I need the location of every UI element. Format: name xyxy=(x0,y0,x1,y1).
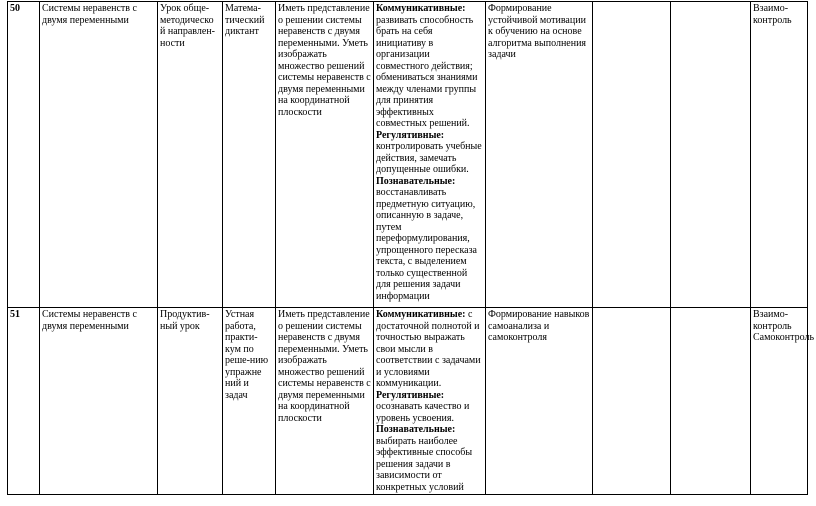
control-form: Взаимо-контроль xyxy=(751,2,808,308)
table-row xyxy=(8,2,808,308)
empty-cell xyxy=(671,308,751,495)
personal-results: Формирование навыков самоанализа и самоконтроля xyxy=(486,308,593,495)
lesson-number: 50 xyxy=(8,2,40,308)
uud-text: с достаточной полнотой и точностью выражать свои мысли в соответствии с задачами и условиями коммуникации. xyxy=(376,309,481,389)
uud-heading: Регулятивные: xyxy=(376,129,445,141)
lesson-number: 51 xyxy=(8,308,40,495)
uud-text: выбирать наиболее эффективные способы решения задачи в зависимости от конкретных условий xyxy=(376,435,473,493)
uud-communicative xyxy=(376,309,483,390)
lesson-type: Продуктив-ный урок xyxy=(158,308,223,495)
empty-cell xyxy=(593,2,671,308)
uud-heading: Коммуникативные: xyxy=(376,3,466,14)
uud-regulatory xyxy=(376,130,483,176)
lesson-form: Матема-тический диктант xyxy=(223,2,276,308)
lesson-goals: Иметь представление о решении системы неравенств с двумя переменными. Уметь изображать множество решений системы неравенств с двумя переменными на координатной плоскости xyxy=(276,2,374,308)
uud-cognitive xyxy=(376,424,483,493)
lesson-form: Устная работа, практи-кум по реше-нию упражне ний и задач xyxy=(223,308,276,495)
empty-cell xyxy=(593,308,671,495)
uud-heading: Познавательные: xyxy=(376,175,456,187)
uud-heading: Познавательные: xyxy=(376,424,456,435)
uud-cognitive xyxy=(376,176,483,303)
uud-text: осознавать качество и уровень усвоения. xyxy=(376,401,470,424)
uud-heading: Регулятивные: xyxy=(376,389,445,401)
table-row xyxy=(8,308,808,495)
lesson-topic: Системы неравенств с двумя переменными xyxy=(40,308,158,495)
lesson-goals: Иметь представление о решении системы неравенств с двумя переменными. Уметь изображать множество решений системы неравенств с двумя переменными на координатной плоскости xyxy=(276,308,374,495)
empty-cell xyxy=(671,2,751,308)
uud-text: восстанавливать предметную ситуацию, описанную в задаче, путем переформулирования, упрощенного пересказа текста, с выделением только существенной для решения задачи информации xyxy=(376,187,477,302)
personal-results: Формирование устойчивой мотивации к обучению на основе алгоритма выполнения задачи xyxy=(486,2,593,308)
uud-text: контролировать учебные действия, замечать допущенные ошибки. xyxy=(376,141,482,175)
uud-regulatory xyxy=(376,390,483,425)
lesson-plan-table xyxy=(7,1,815,495)
lesson-topic: Системы неравенств с двумя переменными xyxy=(40,2,158,308)
uud-communicative xyxy=(376,3,483,130)
uud-cell xyxy=(374,308,486,495)
uud-heading: Коммуникативные: xyxy=(376,309,466,320)
lesson-type: Урок обще-методическо й направлен-ности xyxy=(158,2,223,308)
uud-cell xyxy=(374,2,486,308)
uud-text: развивать способность брать на себя инициативу в организации совместного действия; обмениваться знаниями между членами группы для принятия эффективных совместных решений. xyxy=(376,14,478,129)
control-form: Взаимо-контроль Самоконтроль xyxy=(751,308,808,495)
